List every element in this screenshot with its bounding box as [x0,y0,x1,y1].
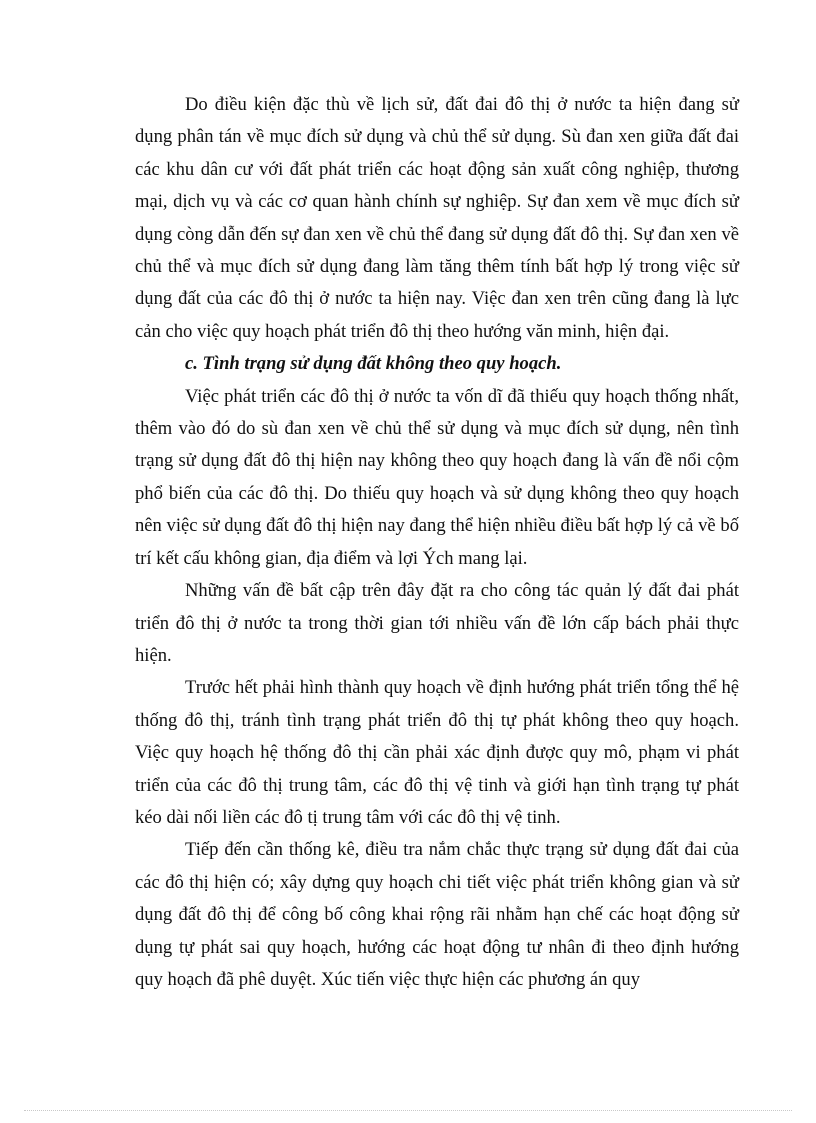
document-body [135,89,739,996]
paragraph-mixed-land-use: Do điều kiện đặc thù về lịch sử, đất đai đô thị ở nước ta hiện đang sử dụng phân tán về mục đích sử dụng và chủ thể sử dụng. Sù đan xen giữa đất đai các khu dân cư với đất phát triển các hoạt động sản xuất công nghiệp, thương mại, dịch vụ và các cơ quan hành chính sự nghiệp. Sự đan xem về mục đích sử dụng còng dẫn đến sự đan xen về chủ thể đang sử dụng đất đô thị. Sự đan xen về chủ thể và mục đích sử dụng đang làm tăng thêm tính bất hợp lý trong việc sử dụng đất của các đô thị ở nước ta hiện nay. Việc đan xen trên cũng đang là lực cản cho việc quy hoạch phát triển đô thị theo hướng văn minh, hiện đại. [135,94,739,342]
paragraph-survey-and-detailed-planning: Tiếp đến cần thống kê, điều tra nắm chắc thực trạng sử dụng đất đai của các đô thị hiện có; xây dựng quy hoạch chi tiết việc phát triển không gian và sử dụng đất đô thị để công bố công khai rộng rãi nhằm hạn chế các hoạt động sử dụng tự phát sai quy hoạch, hướng các hoạt động tư nhân đi theo định hướng quy hoạch đã phê duyệt. Xúc tiến việc thực hiện các phương án quy [135,839,739,990]
page-footer-divider [24,1110,792,1111]
paragraph-system-planning: Trước hết phải hình thành quy hoạch về định hướng phát triển tổng thể hệ thống đô thị, tránh tình trạng phát triển đô thị tự phát không theo quy hoạch. Việc quy hoạch hệ thống đô thị cần phải xác định được quy mô, phạm vi phát triển của các đô thị trung tâm, các đô thị vệ tinh và giới hạn tình trạng tự phát kéo dài nối liền các đô tị trung tâm với các đô thị vệ tinh. [135,677,739,828]
section-heading-unplanned-land-use: c. Tình trạng sử dụng đất không theo quy hoạch. [185,353,562,375]
paragraph-lack-of-planning: Việc phát triển các đô thị ở nước ta vốn dĩ đã thiếu quy hoạch thống nhất, thêm vào đó do sù đan xen về chủ thể sử dụng và mục đích sử dụng, nên tình trạng sử dụng đất đô thị hiện nay không theo quy hoạch đang là vấn đề nổi cộm phổ biến của các đô thị. Do thiếu quy hoạch và sử dụng không theo quy hoạch nên việc sử dụng đất đô thị hiện nay đang thể hiện nhiều điều bất hợp lý cả về bố trí kết cấu không gian, địa điểm và lợi Ých mang lại. [135,385,739,569]
paragraph-urgent-issues: Những vấn đề bất cập trên đây đặt ra cho công tác quản lý đất đai phát triển đô thị ở nước ta trong thời gian tới nhiều vấn đề lớn cấp bách phải thực hiện. [135,580,739,666]
